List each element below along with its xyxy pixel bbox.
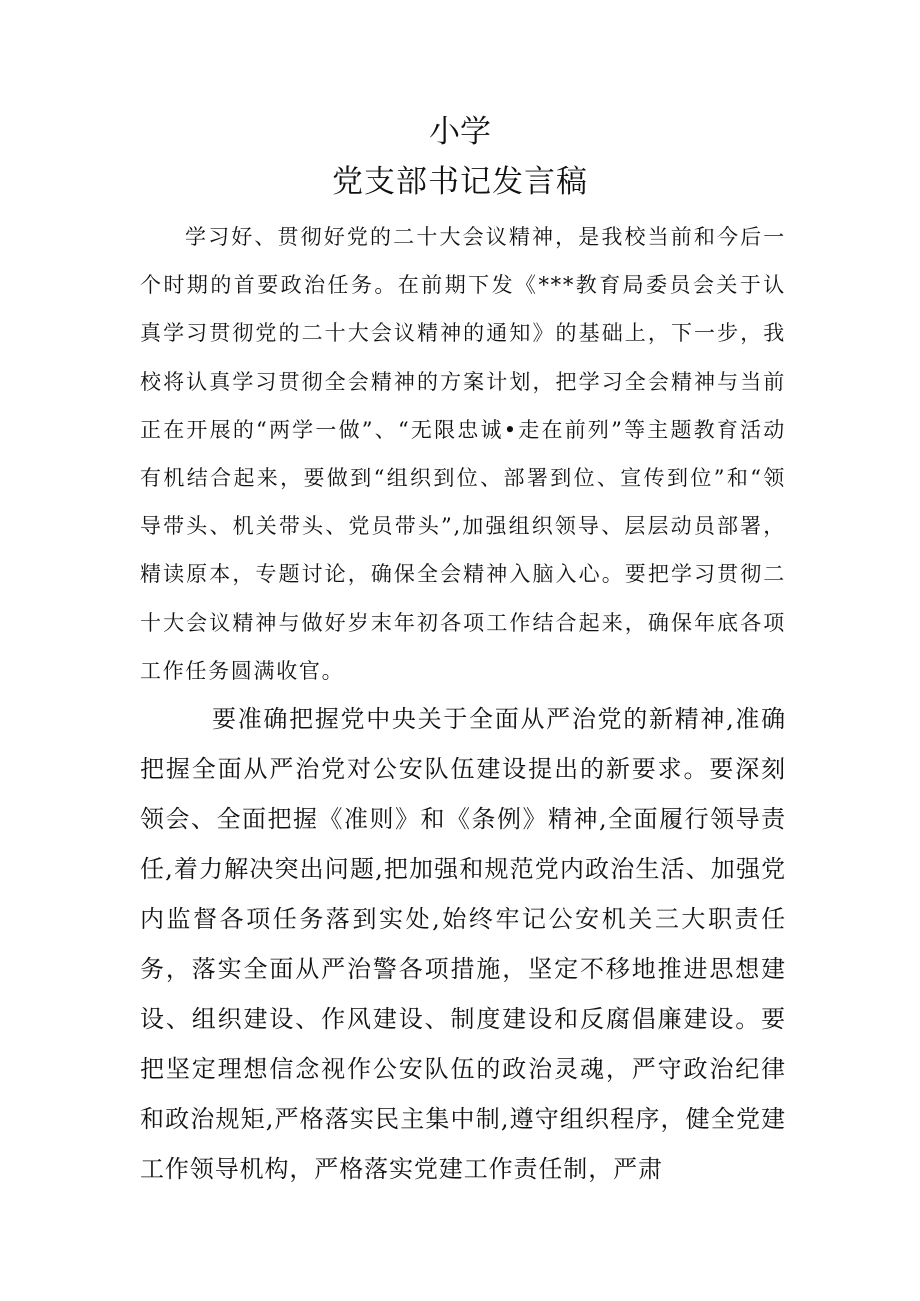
body-paragraph-2: 要准确把握党中央关于全面从严治党的新精神,准确把握全面从严治党对公安队伍建设提出的新要求。要深刻领会、全面把握《准则》和《条例》精神,全面履行领导责任,着力解决突出问题,把加强和规范党内政治生活、加强党内监督各项任务落到实处,始终牢记公安机关三大职责任务，落实全面从严治警各项措施，坚定不移地推进思想建设、组织建设、作风建设、制度建设和反腐倡廉建设。要把坚定理想信念视作公安队伍的政治灵魂，严守政治纪律和政治规矩,严格落实民主集中制,遵守组织程序，健全党建工作领导机构，严格落实党建工作责任制，严肃 xyxy=(140,705,786,1183)
document-title-line-2: 党支部书记发言稿 xyxy=(332,164,588,200)
document-title-line-1: 小学 xyxy=(429,114,491,150)
body-paragraph-1: 学习好、贯彻好党的二十大会议精神，是我校当前和今后一个时期的首要政治任务。在前期下发《***教育局委员会关于认真学习贯彻党的二十大会议精神的通知》的基础上，下一步，我校将认真学习贯彻全会精神的方案计划，把学习全会精神与当前正在开展的“两学一做”、“无限忠诚•走在前列”等主题教育活动有机结合起来，要做到“组织到位、部署到位、宣传到位”和“领导带头、机关带头、党员带头”,加强组织领导、层层动员部署，精读原本，专题讨论，确保全会精神入脑入心。要把学习贯彻二十大会议精神与做好岁末年初各项工作结合起来，确保年底各项工作任务圆满收官。 xyxy=(140,225,786,683)
